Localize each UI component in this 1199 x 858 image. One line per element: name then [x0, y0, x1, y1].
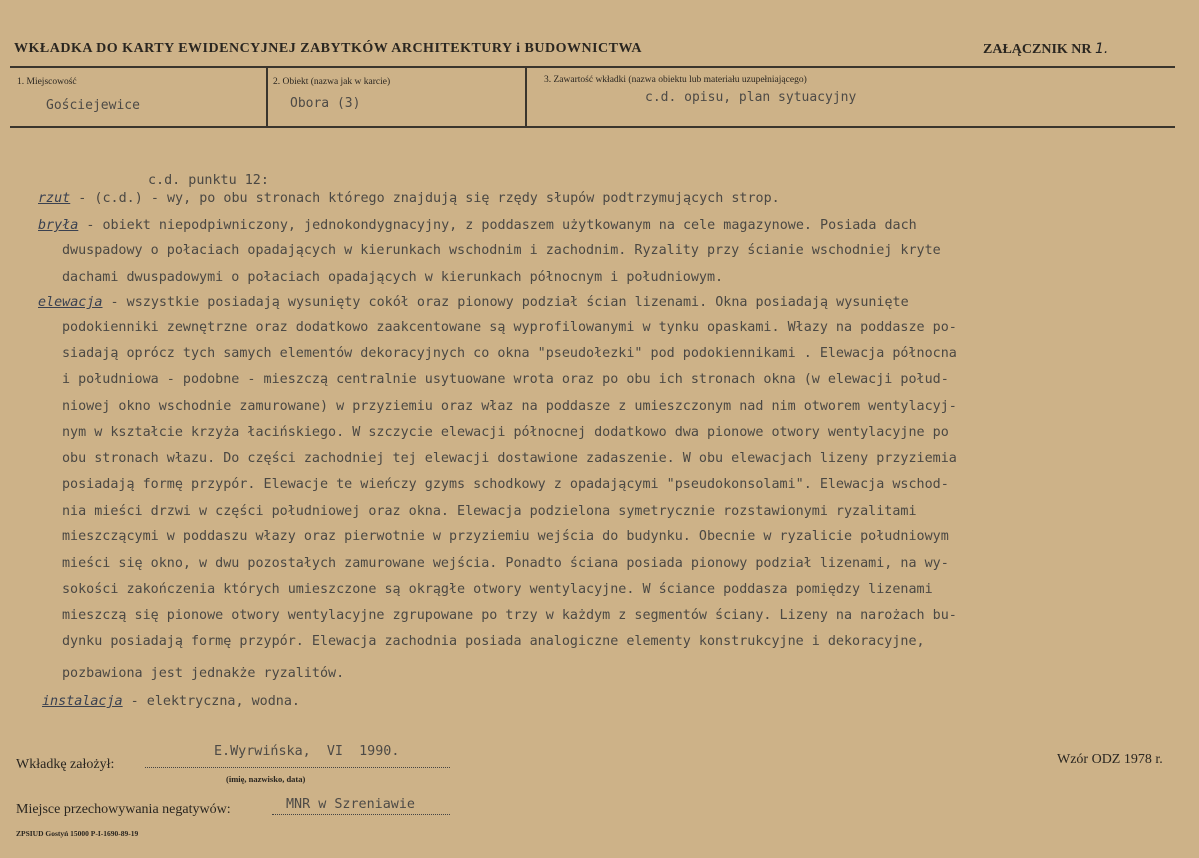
body-line: mieszczącymi w poddaszu włazy oraz pierwotnie w przyziemiu wejścia do budynku. Obecnie w ryzalicie południowym — [62, 529, 949, 544]
body-line: pozbawiona jest jednakże ryzalitów. — [62, 666, 345, 681]
attachment-label-text: ZAŁĄCZNIK NR — [983, 42, 1092, 57]
body-line: sokości zakończenia których umieszczone są okrągłe otwory wentylacyjne. W ściance poddasza pomiędzy lizenami — [62, 582, 933, 597]
line-text: - (c.d.) - wy, po obu stronach którego znajdują się rzędy słupów podtrzymujących strop. — [70, 191, 780, 206]
header-rule-bottom — [10, 126, 1175, 128]
form-title: WKŁADKA DO KARTY EWIDENCYJNEJ ZABYTKÓW ARCHITEKTURY i BUDOWNICTWA — [14, 41, 643, 56]
body-line: podokienniki zewnętrzne oraz dodatkowo zaakcentowane są wyprofilowanymi w tynku opaskami. Włazy na poddasze po- — [62, 320, 957, 335]
object-label: 2. Obiekt (nazwa jak w karcie) — [273, 77, 391, 87]
object-value: Obora (3) — [290, 96, 361, 111]
negatives-line — [272, 814, 450, 815]
body-line — [38, 191, 780, 206]
term-label: rzut — [38, 191, 71, 206]
body-line: dachami dwuspadowymi o połaciach opadających w kierunkach północnym i południowym. — [62, 270, 724, 285]
body-line — [38, 295, 909, 310]
term-label: bryła — [38, 218, 79, 233]
body-intro: c.d. punktu 12: — [148, 173, 269, 188]
content-value: c.d. opisu, plan sytuacyjny — [645, 90, 857, 105]
body-line: dwuspadowy o połaciach opadających w kierunkach wschodnim i zachodnim. Ryzality przy ścianie wschodniej kryte — [62, 243, 941, 258]
body-line: posiadają formę przypór. Elewacje te wieńczy gzyms schodkowy z opadającymi "pseudokonsolami". Elewacja wschod- — [62, 477, 949, 492]
negatives-label: Miejsce przechowywania negatywów: — [16, 802, 231, 817]
line-text: - obiekt niepodpiwniczony, jednokondygnacyjny, z poddaszem użytkowanym na cele magazynowe. Posiada dach — [78, 218, 917, 233]
body-line — [42, 694, 300, 709]
locality-value: Gościejewice — [46, 98, 140, 113]
term-label: elewacja — [38, 295, 103, 310]
field-divider-2 — [525, 68, 527, 126]
author-value: E.Wyrwińska, VI 1990. — [214, 744, 400, 759]
print-mark: ZPSIUD Gostyń 15000 P-I-1690-89-19 — [16, 829, 139, 838]
form-model: Wzór ODZ 1978 r. — [1057, 752, 1163, 767]
body-line: i południowa - podobne - mieszczą centralnie usytuowane wrota oraz po obu ich stronach okna (w elewacji połud- — [62, 372, 949, 387]
body-line: nia mieści drzwi w części południowej oraz okna. Elewacja podzielona symetrycznie rozstawionymi ryzalitami — [62, 504, 917, 519]
line-text: - elektryczna, wodna. — [122, 694, 300, 709]
body-line: mieszczą się pionowe otwory wentylacyjne zgrupowane po trzy w każdym z segmentów ściany. Lizeny na narożach bu- — [62, 608, 957, 623]
attachment-label — [983, 41, 1108, 58]
body-line: obu stronach włazu. Do części zachodniej tej elewacji dostawione zadaszenie. W obu elewacjach lizeny przyziemia — [62, 451, 957, 466]
body-line: mieści się okno, w dwu pozostałych zamurowane wejścia. Ponadto ściana posiada pionowy podział lizenami, na wy- — [62, 556, 949, 571]
content-label: 3. Zawartość wkładki (nazwa obiektu lub materiału uzupełniającego) — [544, 75, 807, 85]
body-line: niowej okno wschodnie zamurowane) w przyziemiu oraz właz na poddasze z umieszczonym nad nim otworem wentylacyj- — [62, 399, 957, 414]
body-line: siadają oprócz tych samych elementów dekoracyjnych co okna "pseudołezki" pod podokiennikami . Elewacja północna — [62, 346, 957, 361]
line-text: - wszystkie posiadają wysunięty cokół oraz pionowy podział ścian lizenami. Okna posiadają wysunięte — [102, 295, 909, 310]
field-divider-1 — [266, 68, 268, 126]
body-line: dynku posiadają formę przypór. Elewacja zachodnia posiada analogiczne elementy konstrukcyjne i dekoracyjne, — [62, 634, 925, 649]
author-caption: (imię, nazwisko, data) — [226, 774, 306, 784]
author-label: Wkładkę założył: — [16, 757, 115, 772]
body-line: nym w kształcie krzyża łacińskiego. W szczycie elewacji północnej dodatkowo dwa pionowe otwory wentylacyjne po — [62, 425, 949, 440]
attachment-number: 1. — [1095, 41, 1109, 57]
author-line — [145, 767, 450, 768]
body-line — [38, 218, 917, 233]
negatives-value: MNR w Szreniawie — [286, 797, 415, 812]
term-label: instalacja — [42, 694, 123, 709]
locality-label: 1. Miejscowość — [17, 77, 77, 87]
header-rule-top — [10, 66, 1175, 68]
